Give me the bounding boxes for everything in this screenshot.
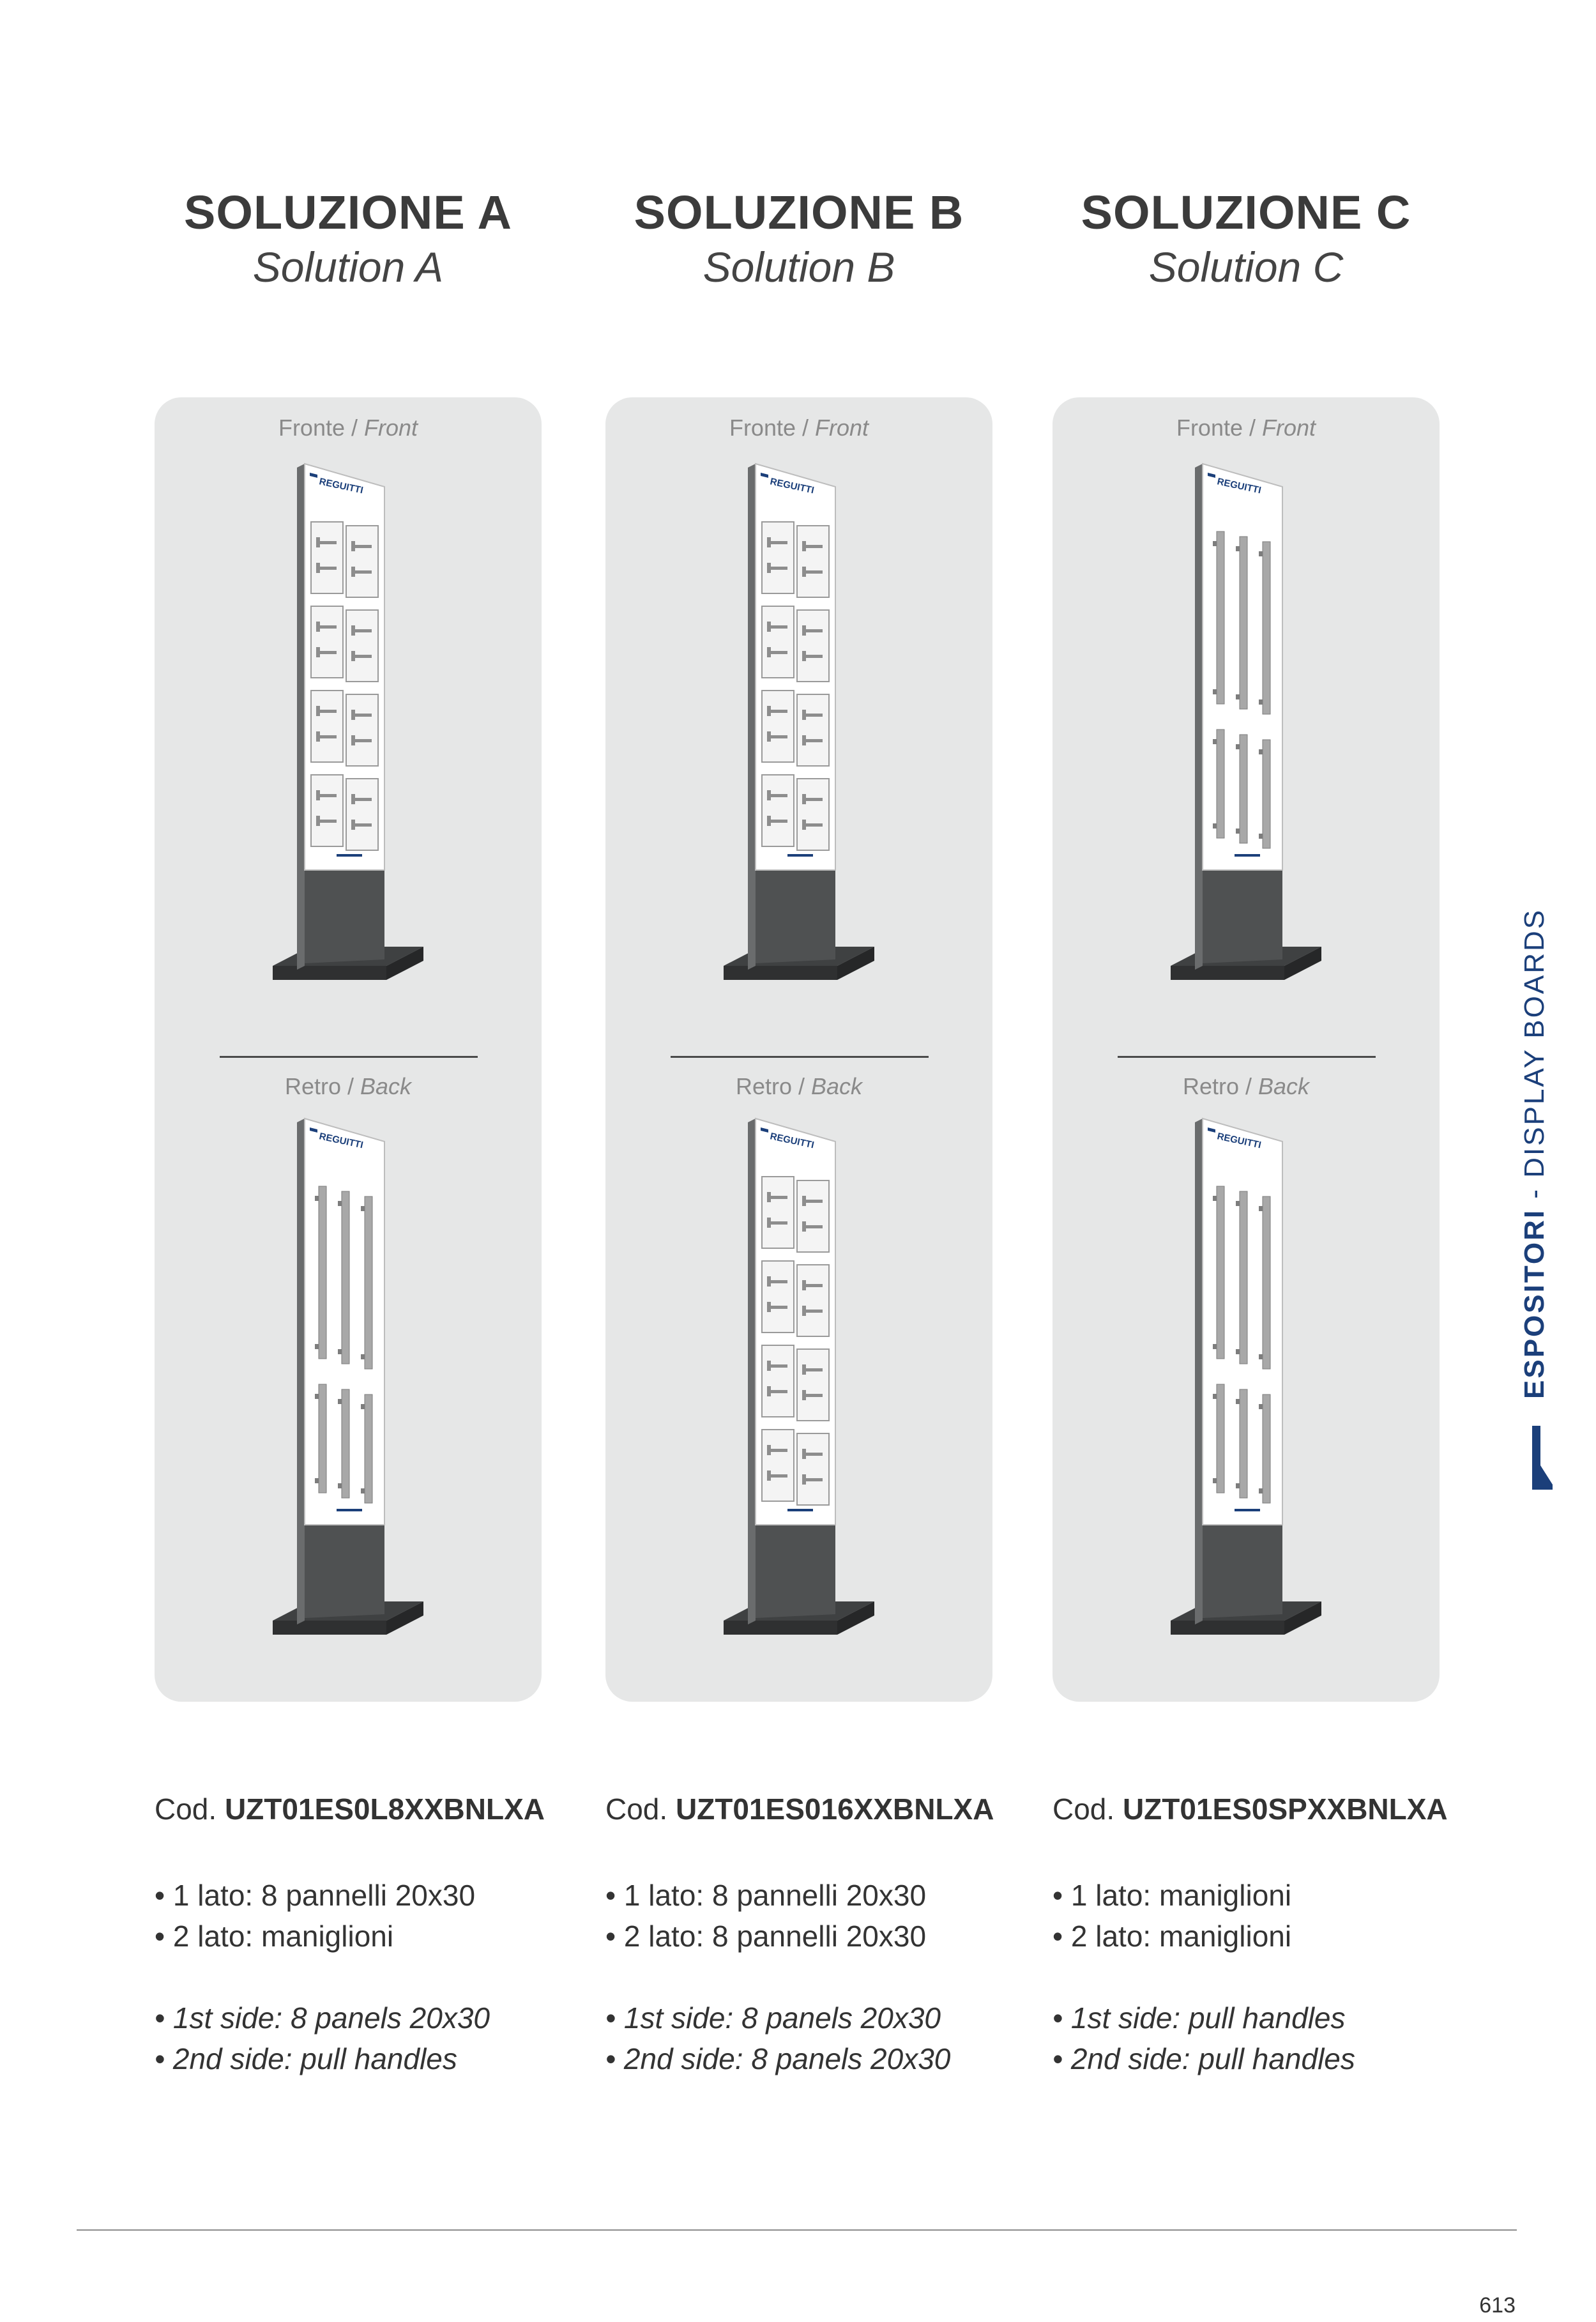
lever-handle (320, 651, 337, 654)
divider (220, 1056, 478, 1058)
pull-handle (319, 1186, 326, 1359)
lever-handle (771, 1280, 787, 1283)
brand-wordmark: REGUITTI (769, 476, 816, 496)
pull-handle (1263, 1394, 1270, 1503)
section-side-tab: ESPOSITORI - DISPLAY BOARDS (1519, 908, 1550, 1399)
lever-handle (771, 1196, 787, 1199)
english-line-2: • 2nd side: 8 panels 20x30 (605, 2042, 951, 2075)
back-label: Retro / Back (1182, 1073, 1310, 1099)
lever-handle (806, 823, 823, 827)
footer-rule (77, 2229, 1517, 2231)
front-label: Fronte / Front (1176, 415, 1316, 441)
stand-lower-body (1203, 1525, 1282, 1618)
solution-subtitle: Solution B (703, 243, 895, 291)
lever-handle (806, 655, 823, 658)
pull-handle (1263, 1196, 1270, 1369)
stand-lower-body (756, 1525, 835, 1618)
solution-header (1053, 184, 1440, 293)
pull-handle (1240, 1191, 1247, 1364)
sample-panel (797, 1349, 829, 1421)
pull-handle (319, 1384, 326, 1493)
lever-handle (320, 735, 337, 738)
sample-panel (797, 694, 829, 766)
stand-lower-body (305, 1525, 384, 1618)
pull-handle (342, 1191, 349, 1364)
lever-handle (806, 1394, 823, 1397)
english-line-1: • 1st side: 8 panels 20x30 (605, 2001, 941, 2035)
brand-logo-icon (1530, 1426, 1555, 1490)
lever-handle (771, 794, 787, 797)
italian-line-1: • 1 lato: maniglioni (1053, 1879, 1292, 1912)
lever-handle (806, 798, 823, 801)
lever-handle (806, 629, 823, 632)
lever-handle (355, 545, 372, 548)
lever-handle (806, 1478, 823, 1481)
lever-handle (806, 1284, 823, 1287)
lever-handle (771, 541, 787, 544)
lever-handle (320, 625, 337, 629)
stand-side (748, 464, 756, 970)
italian-line-2: • 2 lato: maniglioni (1053, 1920, 1292, 1953)
lever-handle (806, 714, 823, 717)
italian-line-1: • 1 lato: 8 pannelli 20x30 (155, 1879, 476, 1912)
lever-handle (771, 735, 787, 738)
stand-lower-body (1203, 870, 1282, 963)
sample-panel (762, 1345, 794, 1417)
stand-side (297, 1119, 305, 1624)
lever-handle (806, 1200, 823, 1203)
lever-handle (771, 1221, 787, 1225)
lever-handle (771, 1306, 787, 1309)
solution-subtitle: Solution C (1148, 243, 1344, 291)
divider (671, 1056, 929, 1058)
pull-handle (1217, 531, 1224, 704)
back-stand-image (724, 1116, 874, 1678)
sample-panel (346, 694, 378, 766)
lever-handle (806, 570, 823, 574)
lever-handle (771, 1390, 787, 1393)
sample-panel (311, 606, 343, 678)
divider (1118, 1056, 1376, 1058)
pull-handle (1240, 1389, 1247, 1498)
pull-handle (365, 1394, 372, 1503)
lever-handle (806, 1368, 823, 1371)
sample-panel (762, 775, 794, 846)
pull-handle (1240, 537, 1247, 709)
italian-line-2: • 2 lato: maniglioni (155, 1920, 394, 1953)
lever-handle (806, 545, 823, 548)
product-code: Cod. UZT01ES016XXBNLXA (605, 1792, 994, 1826)
english-line-2: • 2nd side: pull handles (155, 2042, 457, 2075)
sample-panel (797, 779, 829, 850)
solution-title: SOLUZIONE B (634, 186, 964, 239)
solution-title: SOLUZIONE A (184, 186, 512, 239)
english-line-1: • 1st side: pull handles (1053, 2001, 1346, 2035)
sample-panel (346, 779, 378, 850)
sample-panel (797, 610, 829, 682)
italian-line-1: • 1 lato: 8 pannelli 20x30 (605, 1879, 927, 1912)
lever-handle (806, 1225, 823, 1228)
sample-panel (346, 526, 378, 597)
stand-lower-body (305, 870, 384, 963)
lever-handle (806, 1453, 823, 1456)
front-stand-image (724, 461, 874, 1023)
pull-handle (1263, 542, 1270, 714)
brand-wordmark: REGUITTI (769, 1131, 816, 1151)
sample-panel (797, 526, 829, 597)
product-code: Cod. UZT01ES0SPXXBNLXA (1053, 1792, 1448, 1826)
brand-wordmark: REGUITTI (1216, 476, 1263, 496)
lever-handle (771, 1364, 787, 1368)
sample-panel (797, 1265, 829, 1336)
product-code: Cod. UZT01ES0L8XXBNLXA (155, 1792, 545, 1826)
solution-subtitle: Solution A (252, 243, 444, 291)
front-stand-image (1171, 461, 1321, 1023)
lever-handle (771, 567, 787, 570)
pull-handle (1240, 735, 1247, 843)
pull-handle (1217, 1186, 1224, 1359)
brand-wordmark: REGUITTI (318, 1131, 365, 1151)
lever-handle (355, 714, 372, 717)
pull-handle (365, 1196, 372, 1369)
front-stand-image (273, 461, 423, 1023)
solution-header (605, 184, 992, 293)
sample-panel (762, 1261, 794, 1333)
english-line-1: • 1st side: 8 panels 20x30 (155, 2001, 490, 2035)
sample-panel (311, 522, 343, 593)
sample-panel (311, 775, 343, 846)
sample-panel (797, 1433, 829, 1505)
solution-header (155, 184, 542, 293)
lever-handle (355, 798, 372, 801)
stand-side (1195, 464, 1203, 970)
lever-handle (320, 820, 337, 823)
lever-handle (806, 1310, 823, 1313)
lever-handle (771, 820, 787, 823)
lever-handle (355, 739, 372, 742)
pull-handle (1263, 740, 1270, 848)
brand-wordmark: REGUITTI (318, 476, 365, 496)
stand-lower-body (756, 870, 835, 963)
back-label: Retro / Back (735, 1073, 863, 1099)
lever-handle (320, 794, 337, 797)
pull-handle (342, 1389, 349, 1498)
product-image-panel (1053, 397, 1440, 1702)
lever-handle (355, 629, 372, 632)
lever-handle (771, 651, 787, 654)
italian-line-2: • 2 lato: 8 pannelli 20x30 (605, 1920, 927, 1953)
lever-handle (355, 823, 372, 827)
front-label: Fronte / Front (729, 415, 869, 441)
stand-side (297, 464, 305, 970)
front-label: Fronte / Front (278, 415, 418, 441)
back-label: Retro / Back (284, 1073, 412, 1099)
lever-handle (355, 655, 372, 658)
sample-panel (346, 610, 378, 682)
sample-panel (762, 522, 794, 593)
sample-panel (762, 1177, 794, 1248)
product-image-panel (605, 397, 992, 1702)
sample-panel (762, 606, 794, 678)
sample-panel (311, 691, 343, 762)
solution-title: SOLUZIONE C (1081, 186, 1411, 239)
lever-handle (806, 739, 823, 742)
lever-handle (320, 710, 337, 713)
pull-handle (1217, 1384, 1224, 1493)
sample-panel (762, 691, 794, 762)
sample-panel (797, 1180, 829, 1252)
lever-handle (771, 710, 787, 713)
lever-handle (320, 541, 337, 544)
back-stand-image (1171, 1116, 1321, 1678)
english-line-2: • 2nd side: pull handles (1053, 2042, 1355, 2075)
pull-handle (1217, 729, 1224, 838)
lever-handle (771, 1449, 787, 1452)
lever-handle (355, 570, 372, 574)
lever-handle (320, 567, 337, 570)
product-image-panel (155, 397, 542, 1702)
brand-wordmark: REGUITTI (1216, 1131, 1263, 1151)
sample-panel (762, 1430, 794, 1501)
stand-side (1195, 1119, 1203, 1624)
lever-handle (771, 625, 787, 629)
page-number: 613 (1479, 2293, 1516, 2318)
back-stand-image (273, 1116, 423, 1678)
lever-handle (771, 1474, 787, 1478)
stand-side (748, 1119, 756, 1624)
